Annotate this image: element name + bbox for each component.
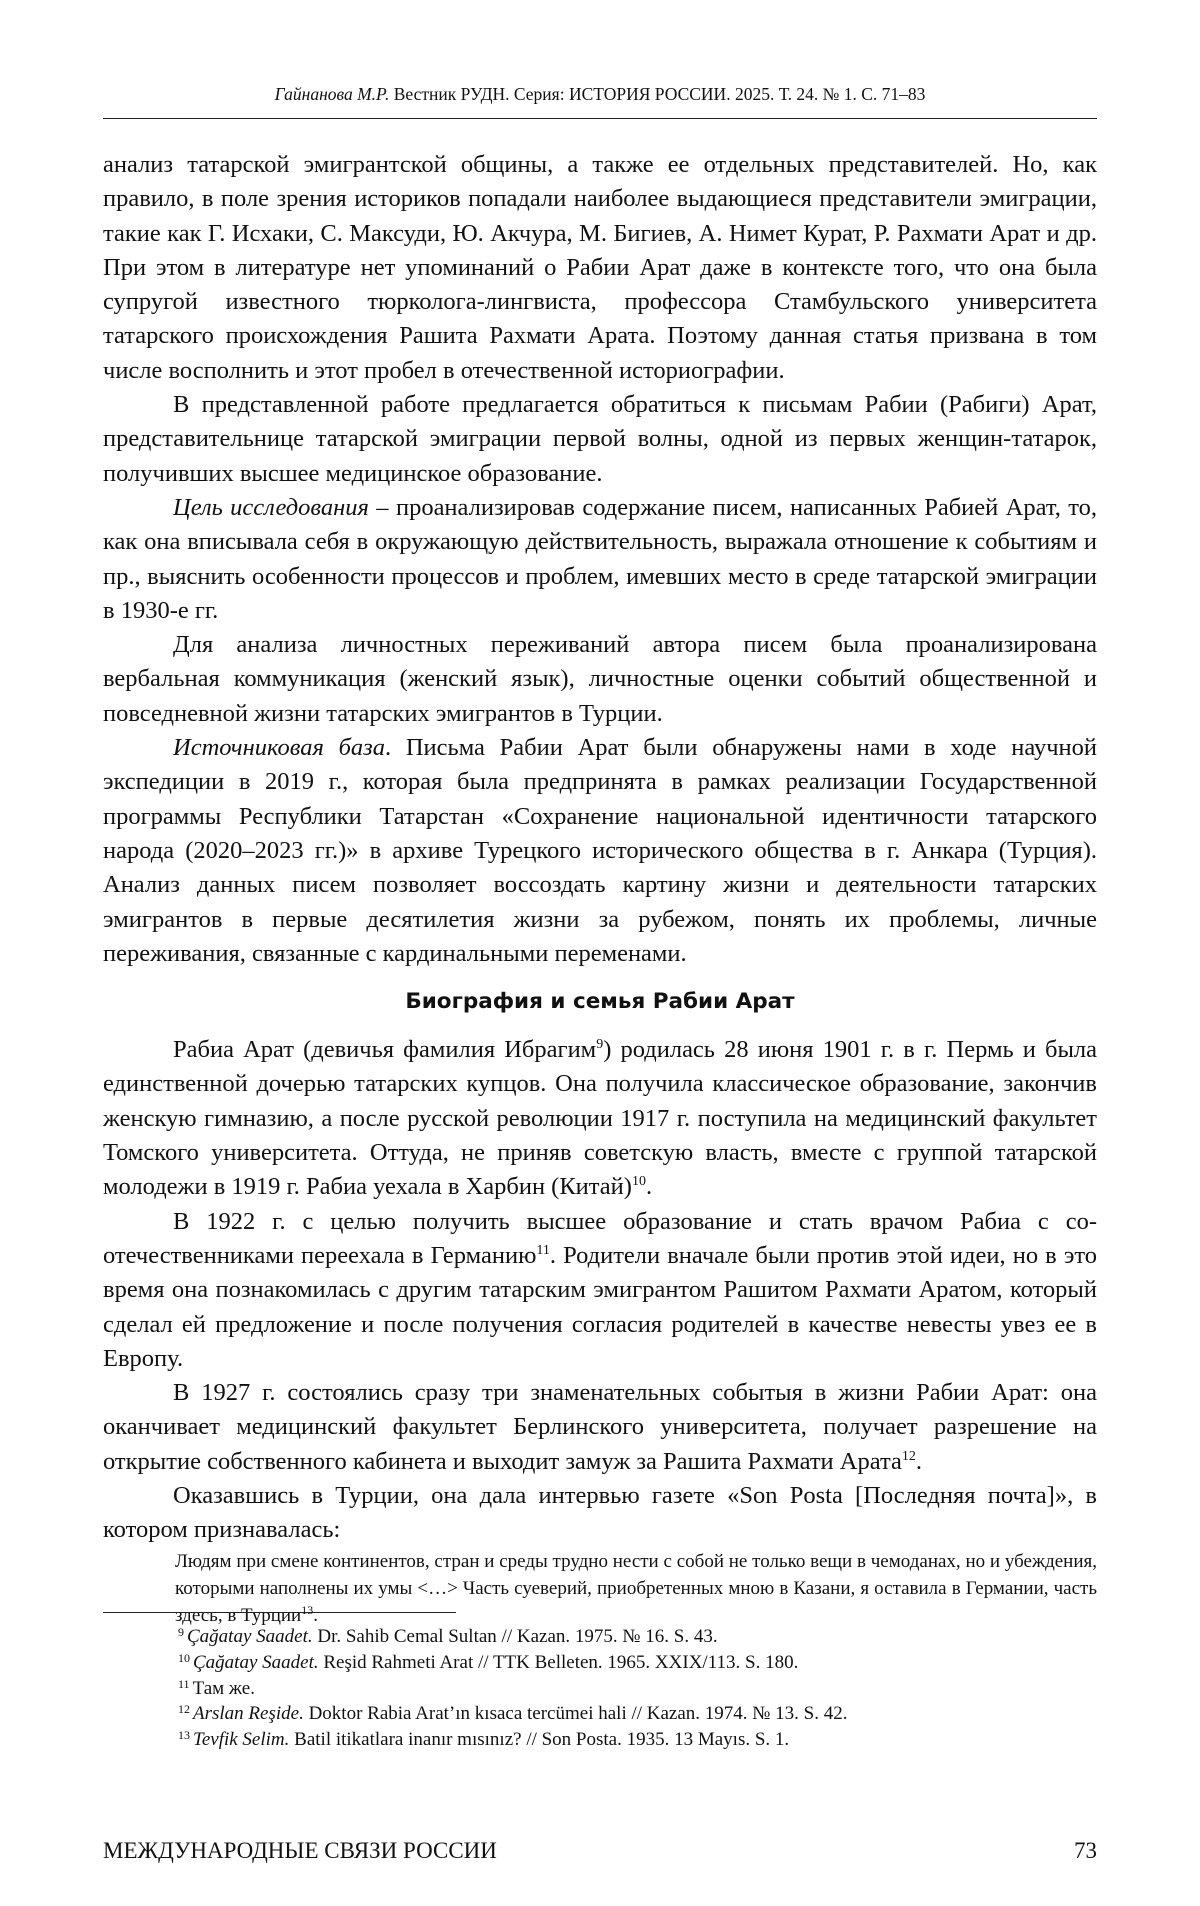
paragraph-7 — [103, 1205, 1097, 1376]
paragraph-1: анализ татарской эмигрантской общины, а также ее отдельных представителей. Но, как правило, в поле зрения историков попадали наиболее выдающиеся представители эмиграции, такие как Г. Исхаки, С. Максуди, Ю. Акчура, М. Бигиев, А. Нимет Курат, Р. Рахмати Арат и др. При этом в литературе нет упоминаний о Рабии Арат даже в контексте того, что она была супругой известного тюрколога-лингвиста, профессора Стамбульского университета татарского происхождения Рашита Рахмати Арата. Поэтому данная статья призвана в том числе восполнить и этот пробел в отечественной историографии. — [103, 151, 1097, 384]
footnote-ref-13[interactable]: 13 — [301, 1602, 314, 1617]
paragraph-3-text: – проанализировав содержание писем, написанных Рабией Арат, то, как она вписывала себя в окружающую действительность, выражала отношение к событиям и пр., выяснить особенности процессов и проблем, имевших место в среде татарской эмиграции в 1930-е гг. — [103, 493, 1098, 624]
footnote-number: 10 — [178, 1650, 190, 1665]
paragraph-5-text: . Письма Рабии Арат были обнаружены нами в ходе научной экспедиции в 2019 г., которая была предпринята в рамках реализации Государственной программы Республики Татарстан «Сохранение национальной идентичности татарского народа (2020–2023 гг.)» в архиве Турецкого исторического общества в г. Анкара (Турция). Анализ данных писем позволяет воссоздать картину жизни и деятельности татарских эмигрантов в первые десятилетия жизни за рубежом, понять их проблемы, личные переживания, связанные с кардинальными переменами. — [103, 734, 1097, 967]
paragraph-6 — [103, 1033, 1097, 1204]
footnote-9 — [178, 1624, 1097, 1650]
page-number: 73 — [1074, 1838, 1097, 1863]
paragraph-4: Для анализа личностных переживаний автора писем была проанализирована вербальная коммуникация (женский язык), личностные оценки событий общественной и повседневной жизни татарских эмигрантов в Турции. — [103, 631, 1097, 727]
footnote-text: Там же. — [192, 1677, 255, 1699]
footnote-author: Tevfik Selim. — [193, 1729, 290, 1751]
footnote-11 — [178, 1676, 1097, 1702]
footnote-ref-10[interactable]: 10 — [631, 1174, 646, 1190]
paragraph-5-lead: Источниковая база — [173, 734, 385, 762]
running-header — [103, 84, 1097, 105]
footnote-author: Arslan Reşide. — [193, 1703, 304, 1725]
paragraph-6-text-c: . — [645, 1173, 653, 1201]
paragraph-7-text-a: В 1922 г. с целью получить высшее образование и стать врачом Рабиа с соотечественниками переехала в Германию — [103, 1207, 1097, 1269]
footnote-text: Dr. Sahib Cemal Sultan // Kazan. 1975. № 16. S. 43. — [312, 1626, 718, 1647]
footnote-text: Reşid Rahmeti Arat // TTK Belleten. 1965. XXIX/113. S. 180. — [318, 1651, 799, 1673]
header-citation: Вестник РУДН. Серия: ИСТОРИЯ РОССИИ. 2025. Т. 24. № 1. С. 71–83 — [389, 84, 926, 104]
block-quote-text: Людям при смене континентов, стран и среды трудно нести с собой не только вещи в чемоданах, но и убеждения, которыми наполнены их умы <…> Часть суеверий, приобретенных мною в Казани, я оставила в Германии, часть здесь, в Турции — [175, 1550, 1097, 1626]
footnote-ref-12[interactable]: 12 — [901, 1448, 916, 1464]
paragraph-2: В представленной работе предлагается обратиться к письмам Рабии (Рабиги) Арат, представительнице татарской эмиграции первой волны, одной из первых женщин-татарок, получивших высшее медицинское образование. — [103, 391, 1097, 487]
footnote-12 — [178, 1701, 1097, 1727]
footnote-rule — [103, 1612, 456, 1613]
paragraph-8-text-b: . — [915, 1447, 922, 1475]
article-body — [103, 148, 1097, 1629]
footnote-text: Batil itikatlara inanır mısınız? // Son Posta. 1935. 13 Mayıs. S. 1. — [289, 1729, 790, 1751]
block-quote — [103, 1548, 1097, 1629]
footnote-ref-9[interactable]: 9 — [596, 1037, 604, 1053]
paragraph-9: Оказавшись в Турции, она дала интервью газете «Son Posta [Последняя почта]», в котором признавалась: — [103, 1481, 1097, 1544]
paragraph-8-text-a: В 1927 г. состоялись сразу три знаменательных событыя в жизни Рабии Арат: она оканчивает медицинский факультет Берлинского университета, получает разрешение на открытие собственного кабинета и выходит замуж за Рашита Рахмати Арата — [103, 1379, 1097, 1475]
footnote-author: Çağatay Saadet. — [187, 1626, 313, 1647]
footnote-13 — [178, 1727, 1097, 1753]
section-heading: Биография и семья Рабии Арат — [405, 989, 795, 1015]
paragraph-7-text-b: . Родители вначале были против этой идеи, но в это время она познакомилась с другим татарским эмигрантом Рашитом Рахмати Аратом, который сделал ей предложение и после получения согласия родителей в качестве невесты увез ее в Европу. — [103, 1241, 1097, 1372]
footnote-number: 9 — [178, 1625, 184, 1639]
footnote-10 — [178, 1650, 1097, 1676]
paragraph-3 — [103, 491, 1097, 628]
footnote-ref-11[interactable]: 11 — [536, 1242, 550, 1258]
footer-journal-title: МЕЖДУНАРОДНЫЕ СВЯЗИ РОССИИ — [103, 1838, 497, 1863]
paragraph-5 — [103, 731, 1097, 971]
footnote-text: Doktor Rabia Arat’ın kısaca tercümei hali // Kazan. 1974. № 13. S. 42. — [303, 1703, 848, 1725]
paragraph-6-text-a: Рабиа Арат (девичья фамилия Ибрагим — [173, 1036, 597, 1064]
footnote-number: 11 — [178, 1676, 190, 1691]
footnote-author: Çağatay Saadet. — [193, 1651, 319, 1673]
block-quote-end: . — [313, 1604, 318, 1626]
footnote-number: 13 — [178, 1728, 190, 1743]
footnote-number: 12 — [178, 1702, 190, 1717]
header-rule — [103, 118, 1097, 119]
header-author: Гайнанова М.Р. — [274, 84, 390, 104]
paragraph-3-lead: Цель исследования — [173, 493, 369, 521]
footnotes — [178, 1624, 1097, 1753]
paragraph-6-text-b: ) родилась 28 июня 1901 г. в г. Пермь и была единственной дочерью татарских купцов. Она получила классическое образование, закончив женскую гимназию, а после русской революции 1917 г. поступила на медицинский факультет Томского университета. Оттуда, не приняв советскую власть, вместе с группой татарской молодежи в 1919 г. Рабиа уехала в Харбин (Китай) — [103, 1036, 1098, 1201]
paragraph-8 — [103, 1376, 1097, 1479]
